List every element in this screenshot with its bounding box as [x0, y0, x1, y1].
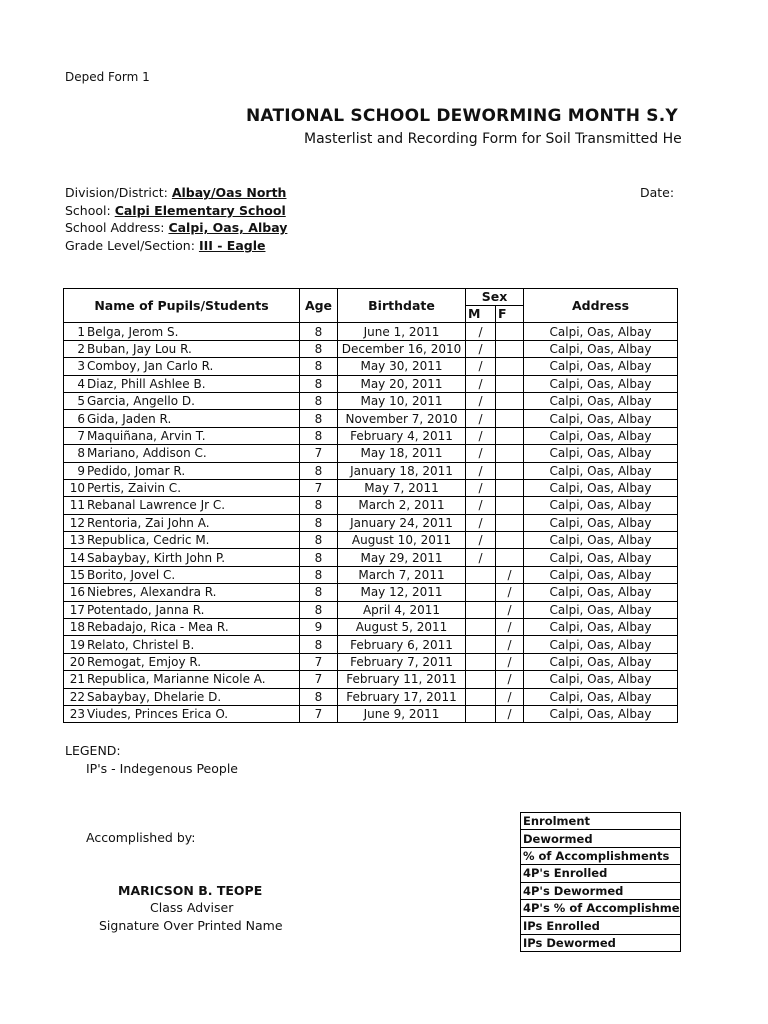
sex-female-mark: [496, 462, 524, 479]
student-age: 8: [300, 601, 338, 618]
school: [65, 203, 286, 218]
summary-row: [521, 899, 681, 916]
sex-female-mark: [496, 410, 524, 427]
row-number: 12: [64, 514, 87, 531]
student-address: Calpi, Oas, Albay: [524, 566, 678, 583]
table-row: [64, 619, 678, 636]
school-address: [65, 220, 287, 235]
student-birthdate: February 11, 2011: [338, 671, 466, 688]
student-birthdate: June 9, 2011: [338, 705, 466, 722]
student-name: Diaz, Phill Ashlee B.: [86, 375, 300, 392]
student-birthdate: May 30, 2011: [338, 358, 466, 375]
table-row: [64, 410, 678, 427]
student-birthdate: February 4, 2011: [338, 427, 466, 444]
student-name: Viudes, Princes Erica O.: [86, 705, 300, 722]
student-address: Calpi, Oas, Albay: [524, 653, 678, 670]
summary-row: [521, 882, 681, 899]
table-row: [64, 636, 678, 653]
student-age: 8: [300, 532, 338, 549]
student-age: 9: [300, 619, 338, 636]
sex-female-mark: [496, 479, 524, 496]
table-row: [64, 392, 678, 409]
student-age: 8: [300, 358, 338, 375]
row-number: 9: [64, 462, 87, 479]
school-label: School:: [65, 203, 111, 218]
student-birthdate: January 24, 2011: [338, 514, 466, 531]
row-number: 17: [64, 601, 87, 618]
sex-female-mark: [496, 375, 524, 392]
student-address: Calpi, Oas, Albay: [524, 410, 678, 427]
sex-male-mark: [466, 688, 496, 705]
student-age: 8: [300, 549, 338, 566]
student-address: Calpi, Oas, Albay: [524, 514, 678, 531]
table-row: [64, 532, 678, 549]
sex-female-mark: /: [496, 653, 524, 670]
summary-label: % of Accomplishments: [521, 847, 681, 864]
legend-title: LEGEND:: [65, 743, 121, 758]
student-address: Calpi, Oas, Albay: [524, 479, 678, 496]
sex-female-mark: [496, 497, 524, 514]
sex-female-mark: [496, 549, 524, 566]
student-name: Remogat, Emjoy R.: [86, 653, 300, 670]
student-birthdate: January 18, 2011: [338, 462, 466, 479]
summary-label: 4P's Enrolled: [521, 865, 681, 882]
page-title: NATIONAL SCHOOL DEWORMING MONTH S.Y: [246, 106, 678, 126]
summary-label: Enrolment: [521, 813, 681, 830]
student-age: 8: [300, 427, 338, 444]
table-row: [64, 462, 678, 479]
student-age: 8: [300, 688, 338, 705]
student-name: Niebres, Alexandra R.: [86, 584, 300, 601]
student-birthdate: May 7, 2011: [338, 479, 466, 496]
row-number: 14: [64, 549, 87, 566]
row-number: 2: [64, 340, 87, 357]
student-address: Calpi, Oas, Albay: [524, 358, 678, 375]
student-address: Calpi, Oas, Albay: [524, 584, 678, 601]
row-number: 20: [64, 653, 87, 670]
student-address: Calpi, Oas, Albay: [524, 636, 678, 653]
row-number: 15: [64, 566, 87, 583]
row-number: 22: [64, 688, 87, 705]
student-birthdate: August 10, 2011: [338, 532, 466, 549]
grade-level-section: [65, 238, 265, 253]
sex-male-mark: /: [466, 323, 496, 340]
sex-female-mark: [496, 427, 524, 444]
summary-row: [521, 865, 681, 882]
row-number: 3: [64, 358, 87, 375]
student-address: Calpi, Oas, Albay: [524, 340, 678, 357]
row-number: 23: [64, 705, 87, 722]
row-number: 11: [64, 497, 87, 514]
sex-female-mark: [496, 358, 524, 375]
masterlist-table: [63, 288, 678, 723]
student-birthdate: April 4, 2011: [338, 601, 466, 618]
header-address: Address: [524, 289, 678, 323]
student-name: Mariano, Addison C.: [86, 445, 300, 462]
table-row: [64, 601, 678, 618]
sex-male-mark: [466, 601, 496, 618]
row-number: 18: [64, 619, 87, 636]
student-name: Borito, Jovel C.: [86, 566, 300, 583]
header-age: Age: [300, 289, 338, 323]
row-number: 1: [64, 323, 87, 340]
row-number: 21: [64, 671, 87, 688]
student-address: Calpi, Oas, Albay: [524, 601, 678, 618]
summary-label: 4P's % of Accomplishme: [521, 899, 681, 916]
sex-male-mark: /: [466, 445, 496, 462]
table-row: [64, 497, 678, 514]
division-district: [65, 185, 286, 200]
student-address: Calpi, Oas, Albay: [524, 445, 678, 462]
sex-male-mark: [466, 653, 496, 670]
student-name: Rentoria, Zai John A.: [86, 514, 300, 531]
student-name: Pertis, Zaivin C.: [86, 479, 300, 496]
student-name: Relato, Christel B.: [86, 636, 300, 653]
student-birthdate: May 10, 2011: [338, 392, 466, 409]
sex-male-mark: /: [466, 410, 496, 427]
student-age: 7: [300, 653, 338, 670]
table-row: [64, 671, 678, 688]
table-row: [64, 514, 678, 531]
school-address-value: Calpi, Oas, Albay: [168, 220, 288, 235]
sex-female-mark: /: [496, 584, 524, 601]
table-row: [64, 323, 678, 340]
student-age: 8: [300, 323, 338, 340]
sex-female-mark: [496, 323, 524, 340]
student-birthdate: May 20, 2011: [338, 375, 466, 392]
summary-label: 4P's Dewormed: [521, 882, 681, 899]
adviser-name: MARICSON B. TEOPE: [118, 883, 263, 898]
student-name: Maquiñana, Arvin T.: [86, 427, 300, 444]
signature-caption: Signature Over Printed Name: [99, 918, 283, 933]
row-number: 8: [64, 445, 87, 462]
row-number: 4: [64, 375, 87, 392]
table-row: [64, 549, 678, 566]
student-name: Comboy, Jan Carlo R.: [86, 358, 300, 375]
sex-male-mark: [466, 705, 496, 722]
row-number: 19: [64, 636, 87, 653]
student-address: Calpi, Oas, Albay: [524, 532, 678, 549]
table-row: [64, 375, 678, 392]
header-male: M: [466, 306, 496, 323]
student-address: Calpi, Oas, Albay: [524, 392, 678, 409]
sex-female-mark: [496, 392, 524, 409]
summary-row: [521, 917, 681, 934]
sex-male-mark: /: [466, 340, 496, 357]
student-age: 8: [300, 392, 338, 409]
sex-male-mark: [466, 584, 496, 601]
student-name: Gida, Jaden R.: [86, 410, 300, 427]
student-birthdate: February 17, 2011: [338, 688, 466, 705]
sex-male-mark: /: [466, 462, 496, 479]
sex-female-mark: /: [496, 636, 524, 653]
sex-male-mark: [466, 619, 496, 636]
table-row: [64, 340, 678, 357]
sex-female-mark: [496, 445, 524, 462]
adviser-role: Class Adviser: [150, 900, 234, 915]
sex-female-mark: /: [496, 601, 524, 618]
summary-row: [521, 847, 681, 864]
legend-item: IP's - Indegenous People: [86, 761, 238, 776]
grade-value: III - Eagle: [198, 238, 266, 253]
student-birthdate: February 6, 2011: [338, 636, 466, 653]
sex-female-mark: /: [496, 566, 524, 583]
student-address: Calpi, Oas, Albay: [524, 497, 678, 514]
school-value: Calpi Elementary School: [114, 203, 286, 218]
student-birthdate: June 1, 2011: [338, 323, 466, 340]
sex-male-mark: /: [466, 375, 496, 392]
grade-label: Grade Level/Section:: [65, 238, 195, 253]
student-age: 8: [300, 514, 338, 531]
table-row: [64, 688, 678, 705]
sex-female-mark: /: [496, 619, 524, 636]
sex-female-mark: [496, 340, 524, 357]
summary-label: IPs Enrolled: [521, 917, 681, 934]
sex-male-mark: /: [466, 532, 496, 549]
student-birthdate: May 12, 2011: [338, 584, 466, 601]
student-age: 8: [300, 497, 338, 514]
table-row: [64, 653, 678, 670]
student-address: Calpi, Oas, Albay: [524, 323, 678, 340]
sex-male-mark: /: [466, 392, 496, 409]
table-row: [64, 584, 678, 601]
row-number: 5: [64, 392, 87, 409]
sex-male-mark: /: [466, 479, 496, 496]
student-address: Calpi, Oas, Albay: [524, 427, 678, 444]
student-birthdate: May 29, 2011: [338, 549, 466, 566]
student-age: 7: [300, 705, 338, 722]
student-birthdate: May 18, 2011: [338, 445, 466, 462]
student-name: Rebanal Lawrence Jr C.: [86, 497, 300, 514]
summary-row: [521, 830, 681, 847]
student-birthdate: February 7, 2011: [338, 653, 466, 670]
row-number: 16: [64, 584, 87, 601]
summary-row: [521, 813, 681, 830]
row-number: 13: [64, 532, 87, 549]
summary-row: [521, 934, 681, 951]
sex-female-mark: /: [496, 688, 524, 705]
sex-female-mark: [496, 532, 524, 549]
table-row: [64, 479, 678, 496]
school-address-label: School Address:: [65, 220, 165, 235]
student-age: 8: [300, 410, 338, 427]
table-row: [64, 566, 678, 583]
sex-male-mark: [466, 566, 496, 583]
student-age: 8: [300, 636, 338, 653]
student-name: Buban, Jay Lou R.: [86, 340, 300, 357]
student-name: Republica, Marianne Nicole A.: [86, 671, 300, 688]
student-address: Calpi, Oas, Albay: [524, 705, 678, 722]
student-age: 7: [300, 445, 338, 462]
summary-table: [520, 812, 681, 952]
student-age: 8: [300, 584, 338, 601]
division-value: Albay/Oas North: [171, 185, 287, 200]
header-name: Name of Pupils/Students: [64, 289, 300, 323]
student-age: 8: [300, 462, 338, 479]
sex-male-mark: /: [466, 358, 496, 375]
sex-female-mark: /: [496, 671, 524, 688]
student-address: Calpi, Oas, Albay: [524, 375, 678, 392]
student-birthdate: March 2, 2011: [338, 497, 466, 514]
sex-male-mark: /: [466, 497, 496, 514]
student-name: Republica, Cedric M.: [86, 532, 300, 549]
form-number: Deped Form 1: [65, 70, 150, 84]
header-birthdate: Birthdate: [338, 289, 466, 323]
student-address: Calpi, Oas, Albay: [524, 549, 678, 566]
student-age: 8: [300, 340, 338, 357]
summary-label: IPs Dewormed: [521, 934, 681, 951]
student-address: Calpi, Oas, Albay: [524, 688, 678, 705]
table-row: [64, 705, 678, 722]
sex-male-mark: /: [466, 514, 496, 531]
summary-label: Dewormed: [521, 830, 681, 847]
row-number: 7: [64, 427, 87, 444]
student-birthdate: March 7, 2011: [338, 566, 466, 583]
table-row: [64, 445, 678, 462]
accomplished-by-label: Accomplished by:: [86, 830, 196, 845]
page-subtitle: Masterlist and Recording Form for Soil Transmitted He: [304, 131, 682, 147]
student-age: 7: [300, 671, 338, 688]
sex-male-mark: /: [466, 427, 496, 444]
date-label: Date:: [640, 185, 675, 200]
row-number: 6: [64, 410, 87, 427]
sex-female-mark: /: [496, 705, 524, 722]
student-age: 8: [300, 566, 338, 583]
student-name: Garcia, Angello D.: [86, 392, 300, 409]
sex-male-mark: [466, 671, 496, 688]
student-name: Potentado, Janna R.: [86, 601, 300, 618]
division-label: Division/District:: [65, 185, 168, 200]
student-address: Calpi, Oas, Albay: [524, 619, 678, 636]
sex-male-mark: /: [466, 549, 496, 566]
student-name: Belga, Jerom S.: [86, 323, 300, 340]
sex-male-mark: [466, 636, 496, 653]
student-age: 7: [300, 479, 338, 496]
table-row: [64, 427, 678, 444]
header-sex: Sex: [466, 289, 524, 306]
student-name: Rebadajo, Rica - Mea R.: [86, 619, 300, 636]
student-birthdate: December 16, 2010: [338, 340, 466, 357]
student-name: Pedido, Jomar R.: [86, 462, 300, 479]
sex-female-mark: [496, 514, 524, 531]
student-name: Sabaybay, Kirth John P.: [86, 549, 300, 566]
student-birthdate: August 5, 2011: [338, 619, 466, 636]
student-birthdate: November 7, 2010: [338, 410, 466, 427]
student-age: 8: [300, 375, 338, 392]
student-name: Sabaybay, Dhelarie D.: [86, 688, 300, 705]
row-number: 10: [64, 479, 87, 496]
student-address: Calpi, Oas, Albay: [524, 671, 678, 688]
table-row: [64, 358, 678, 375]
header-female: F: [496, 306, 524, 323]
student-address: Calpi, Oas, Albay: [524, 462, 678, 479]
